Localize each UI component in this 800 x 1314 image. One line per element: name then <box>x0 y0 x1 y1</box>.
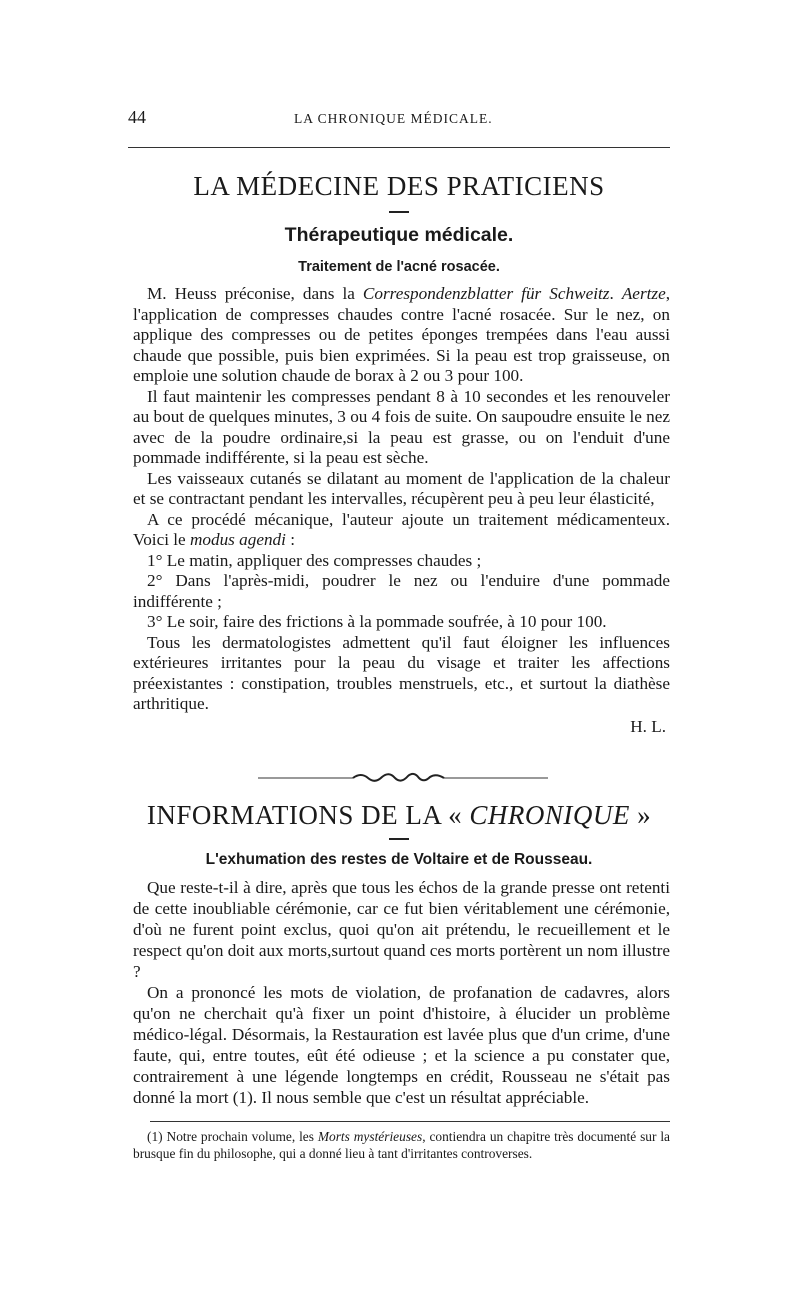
paragraph: A ce procédé mécanique, l'auteur ajoute un traitement médicamenteux. Voici le modus agendi : <box>133 509 670 549</box>
header-rule <box>128 147 670 148</box>
title-italic: CHRONIQUE <box>469 800 630 830</box>
section-title-informations: INFORMATIONS DE LA « CHRONIQUE » <box>146 800 652 830</box>
page-number: 44 <box>128 107 146 127</box>
journal-name-cont: Aertze <box>621 284 666 303</box>
paragraph: On a prononcé les mots de violation, de profanation de cadavres, alors qu'on ne cherchait qu'à fixer un point d'histoire, à élucider un problème médico-légal. Désormais, la Restauration est lavée plus que d'un crime, d'une faute, qui, entre toutes, eût été odieuse ; et la science a pu constater que, contrairement à une légende longtemps en crédit, Rousseau ne s'était pas donné la mort (1). Il nous semble que c'est un résultat appréciable. <box>133 983 670 1107</box>
paragraph: Que reste-t-il à dire, après que tous les échos de la grande presse ont retenti de cette inoubliable cérémonie, car ce fut bien véritablement une cérémonie, d'où ne furent point exclus, quoi qu'on ait prétendu, le recueillement et le respect qu'on doit aux morts,surtout quand ces morts portèrent un nom illustre ? <box>133 878 670 981</box>
section-title-medecine: LA MÉDECINE DES PRATICIENS <box>193 171 605 201</box>
subtitle-exhumation: L'exhumation des restes de Voltaire et de Rousseau. <box>205 851 593 868</box>
section2-body <box>133 877 670 1108</box>
paragraph: M. Heuss préconise, dans la Correspondenzblatter für Schweitz. Aertze, l'application de compresses chaudes contre l'acné rosacée. Sur le nez, on applique des compresses ou de petites éponges trempées dans l'eau aussi chaude que possible, puis bien exprimées. Si la peau est trop graisseuse, on emploie une solution chaude de borax à 2 ou 3 pour 100. <box>133 284 671 385</box>
italic-term: modus agendi <box>189 530 286 549</box>
footnote: (1) Notre prochain volume, les Morts mystérieuses, contiendra un chapitre très documenté sur la brusque fin du philosophe, qui a donné lieu à tant d'irritantes controverses. <box>133 1129 670 1161</box>
subtitle-therapeutique: Thérapeutique médicale. <box>284 224 514 246</box>
list-item: 1° Le matin, appliquer des compresses chaudes ; <box>147 550 482 570</box>
list-item: 3° Le soir, faire des frictions à la pommade soufrée, à 10 pour 100. <box>147 612 607 631</box>
paragraph: Les vaisseaux cutanés se dilatant au moment de l'application de la chaleur et se contractant pendant les intervalles, récupèrent peu à peu leur élasticité, <box>133 468 670 508</box>
journal-title: LA CHRONIQUE MÉDICALE. <box>294 111 493 126</box>
journal-name: Correspondenzblatter für Schweitz <box>362 284 610 303</box>
signature: H. L. <box>630 716 666 736</box>
paragraph: Il faut maintenir les compresses pendant 8 à 10 secondes et les renouveler au bout de quelques minutes, 3 ou 4 fois de suite. On saupoudre ensuite le nez avec de la poudre ordinaire,si la peau est grasse, ou on l'enduit d'une pommade indifférente, si la peau est sèche. <box>133 386 670 467</box>
title-dash <box>389 211 409 213</box>
footnote-italic: Morts mystérieuses <box>317 1129 423 1144</box>
footnote-rule <box>150 1121 670 1122</box>
subsubtitle-acne: Traitement de l'acné rosacée. <box>298 259 500 275</box>
section1-body <box>133 284 670 737</box>
title-dash <box>389 838 409 840</box>
ornament-divider <box>258 770 548 786</box>
running-head <box>128 107 670 129</box>
list-item: 2° Dans l'après-midi, poudrer le nez ou l'enduire d'une pommade indifférente ; <box>133 571 670 611</box>
paragraph: Tous les dermatologistes admettent qu'il faut éloigner les influences extérieures irritantes pour la peau du visage et traiter les affections préexistantes : constipation, troubles menstruels, etc., et surtout la diathèse arthritique. <box>133 632 670 713</box>
